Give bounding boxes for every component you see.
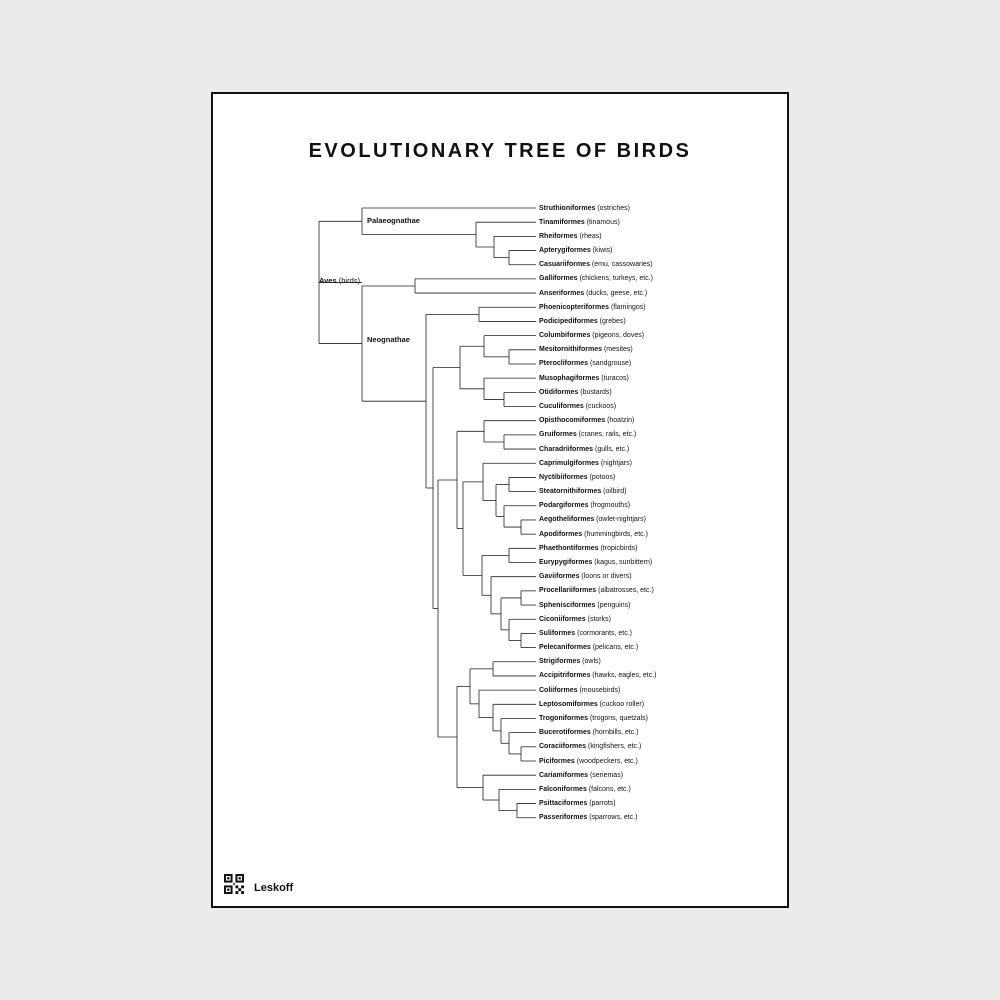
taxon-common-name: (mesites) (602, 346, 633, 354)
taxon-common-name: (parrots) (587, 800, 616, 808)
taxon-common-name: (potoos) (587, 473, 616, 481)
taxon-common-name: (cuckoos) (583, 403, 617, 411)
taxon-common-name: (pelicans, etc.) (590, 644, 639, 652)
taxon-label (539, 799, 616, 808)
taxon-scientific-name: Cariamiformes (539, 771, 589, 779)
taxon-scientific-name: Strigiformes (539, 658, 581, 666)
taxon-label (539, 473, 615, 482)
taxon-label (539, 615, 611, 624)
taxon-common-name: (tinamous) (584, 218, 620, 226)
taxon-scientific-name: Rheiformes (539, 232, 578, 240)
taxon-common-name: (chickens, turkeys, etc.) (577, 275, 653, 283)
taxon-scientific-name: Passeriformes (539, 814, 588, 822)
taxon-scientific-name: Sphenisciformes (539, 601, 596, 609)
taxon-label (539, 388, 612, 397)
taxon-scientific-name: Galliformes (539, 275, 578, 283)
taxon-common-name: (owls) (580, 658, 601, 666)
taxon-label (539, 331, 644, 340)
taxon-label (539, 218, 620, 227)
taxon-label (539, 714, 648, 723)
taxon-scientific-name: Pelecaniformes (539, 644, 591, 652)
taxon-common-name: (bustards) (578, 388, 612, 396)
taxon-common-name: (turacos) (599, 374, 629, 382)
taxon-label (539, 445, 629, 454)
root-node-common: (birds) (338, 276, 361, 285)
taxon-label (539, 274, 653, 283)
taxon-label (539, 629, 632, 638)
taxon-scientific-name: Eurypygiformes (539, 559, 593, 566)
taxon-scientific-name: Coliiformes (539, 686, 578, 694)
taxon-label (539, 303, 646, 312)
taxon-scientific-name: Tinamiformes (539, 218, 585, 226)
taxon-common-name: (albatrosses, etc.) (596, 587, 654, 595)
taxon-scientific-name: Piciformes (539, 757, 575, 765)
taxon-label (539, 657, 601, 666)
phylogenetic-tree (213, 94, 787, 906)
taxon-common-name: (falcons, etc.) (586, 785, 631, 793)
taxon-scientific-name: Procellariiformes (539, 587, 597, 595)
neognathae-name: Neognathae (367, 335, 410, 344)
taxon-label (539, 487, 627, 496)
taxon-scientific-name: Bucerotiformes (539, 729, 591, 737)
taxon-label (539, 671, 657, 680)
taxon-scientific-name: Phoenicopteriformes (539, 303, 610, 311)
taxon-common-name: (kiwis) (590, 247, 613, 255)
taxon-scientific-name: Phaethontiformes (539, 544, 599, 552)
taxon-scientific-name: Struthioniformes (539, 204, 596, 212)
taxon-common-name: (kingfishers, etc.) (586, 743, 642, 751)
qr-code-icon (224, 874, 244, 894)
taxon-label (539, 601, 630, 610)
brand-logo: Leskoff (254, 882, 294, 894)
palaeognathae-label (367, 216, 420, 225)
taxon-common-name: (loons or divers) (579, 573, 632, 581)
taxon-label (539, 742, 641, 751)
taxon-label (539, 728, 639, 737)
taxon-label (539, 700, 644, 709)
taxon-common-name: (gulls, etc.) (593, 445, 630, 453)
taxon-scientific-name: Accipitriformes (539, 672, 591, 680)
taxon-common-name: (kagus, sunbittern) (592, 559, 653, 566)
taxon-scientific-name: Aegotheliformes (539, 516, 595, 524)
taxon-common-name: (sparrows, etc.) (587, 814, 638, 822)
taxon-common-name: (trogons, quetzals) (588, 714, 648, 722)
taxon-scientific-name: Musophagiformes (539, 374, 600, 382)
neognathae-label (367, 335, 410, 344)
taxon-common-name: (hummingbirds, etc.) (582, 530, 648, 538)
taxon-scientific-name: Podicipediformes (539, 317, 598, 325)
taxon-common-name: (frogmouths) (588, 502, 631, 510)
taxon-scientific-name: Apodiformes (539, 530, 583, 538)
taxon-common-name: (ostriches) (595, 204, 631, 212)
taxon-label (539, 572, 632, 581)
taxon-scientific-name: Coraciiformes (539, 743, 587, 751)
taxon-common-name: (penguins) (595, 601, 631, 609)
taxon-scientific-name: Columbiformes (539, 332, 591, 340)
taxon-label (539, 757, 638, 766)
taxon-scientific-name: Opisthocomiformes (539, 417, 606, 425)
root-node-name: Aves (319, 276, 337, 285)
taxon-common-name: (rheas) (577, 232, 602, 240)
taxon-label (539, 374, 629, 383)
taxon-common-name: (woodpeckers, etc.) (574, 757, 638, 765)
taxon-common-name: (cormorants, etc.) (575, 629, 632, 637)
taxon-scientific-name: Mesitornithiformes (539, 346, 603, 354)
taxon-scientific-name: Cuculiformes (539, 403, 584, 411)
taxon-common-name: (mousebirds) (577, 686, 621, 694)
taxon-label (539, 402, 616, 411)
taxon-label (539, 544, 637, 553)
taxon-scientific-name: Nyctibiiformes (539, 473, 588, 481)
taxon-common-name: (cuckoo roller) (597, 700, 645, 708)
taxon-label (539, 232, 602, 241)
taxon-scientific-name: Charadriiformes (539, 445, 594, 453)
taxon-label (539, 260, 653, 269)
taxon-common-name: (sandgrouse) (588, 360, 632, 368)
taxon-label (539, 501, 630, 510)
taxon-scientific-name: Leptosomiformes (539, 700, 598, 708)
taxon-scientific-name: Otidiformes (539, 388, 579, 396)
palaeognathae-name: Palaeognathae (367, 216, 420, 225)
taxon-label (539, 643, 638, 652)
taxon-common-name: (storks) (585, 615, 611, 623)
taxon-label (539, 530, 648, 539)
taxon-common-name: (hornbills, etc.) (590, 729, 639, 737)
taxon-label (539, 558, 652, 567)
poster (211, 92, 789, 908)
taxon-label (539, 771, 623, 780)
taxon-label (539, 289, 647, 298)
taxon-label (539, 430, 636, 439)
taxon-common-name: (seriemas) (588, 771, 624, 779)
taxon-label (539, 416, 634, 425)
taxon-label (539, 515, 646, 524)
taxon-common-name: (flamingos) (609, 303, 646, 311)
taxon-common-name: (ducks, geese, etc.) (584, 289, 648, 297)
taxon-scientific-name: Apterygiformes (539, 247, 591, 255)
taxon-scientific-name: Anseriformes (539, 289, 585, 297)
taxon-common-name: (owlet-nightjars) (594, 516, 646, 524)
taxon-common-name: (grebes) (597, 317, 626, 325)
taxon-label (539, 785, 631, 794)
taxon-scientific-name: Pterocliformes (539, 360, 589, 368)
taxon-common-name: (emu, cassowaries) (589, 261, 653, 269)
taxon-common-name: (pigeons, doves) (590, 332, 645, 340)
root-node-label (319, 276, 360, 285)
taxon-label (539, 459, 632, 468)
taxon-scientific-name: Gruiformes (539, 431, 577, 439)
taxon-scientific-name: Psittaciformes (539, 800, 588, 808)
taxon-common-name: (hoatzin) (605, 417, 635, 425)
taxon-common-name: (hawks, eagles, etc.) (590, 672, 657, 680)
taxon-scientific-name: Casuariiformes (539, 261, 590, 269)
taxon-label (539, 204, 630, 213)
taxon-scientific-name: Suliformes (539, 629, 576, 637)
taxon-scientific-name: Steatornithiformes (539, 488, 602, 496)
poster-title: EVOLUTIONARY TREE OF BIRDS (308, 140, 692, 162)
taxon-label (539, 686, 620, 695)
taxon-label (539, 813, 637, 822)
taxon-common-name: (cranes, rails, etc.) (576, 431, 637, 439)
taxon-label (539, 586, 654, 595)
taxon-scientific-name: Podargiformes (539, 502, 589, 510)
taxon-scientific-name: Caprimulgiformes (539, 459, 599, 467)
taxon-scientific-name: Falconiformes (539, 785, 587, 793)
taxon-label (539, 317, 626, 326)
taxon-scientific-name: Ciconiiformes (539, 615, 586, 623)
taxon-label (539, 345, 633, 354)
taxon-label (539, 359, 631, 368)
taxon-common-name: (tropicbirds) (598, 544, 638, 552)
taxon-scientific-name: Gaviiformes (539, 573, 580, 581)
taxon-common-name: (nightjars) (598, 459, 632, 467)
taxon-scientific-name: Trogoniformes (539, 714, 589, 722)
taxon-common-name: (oilbird) (601, 488, 627, 496)
taxon-label (539, 246, 613, 255)
